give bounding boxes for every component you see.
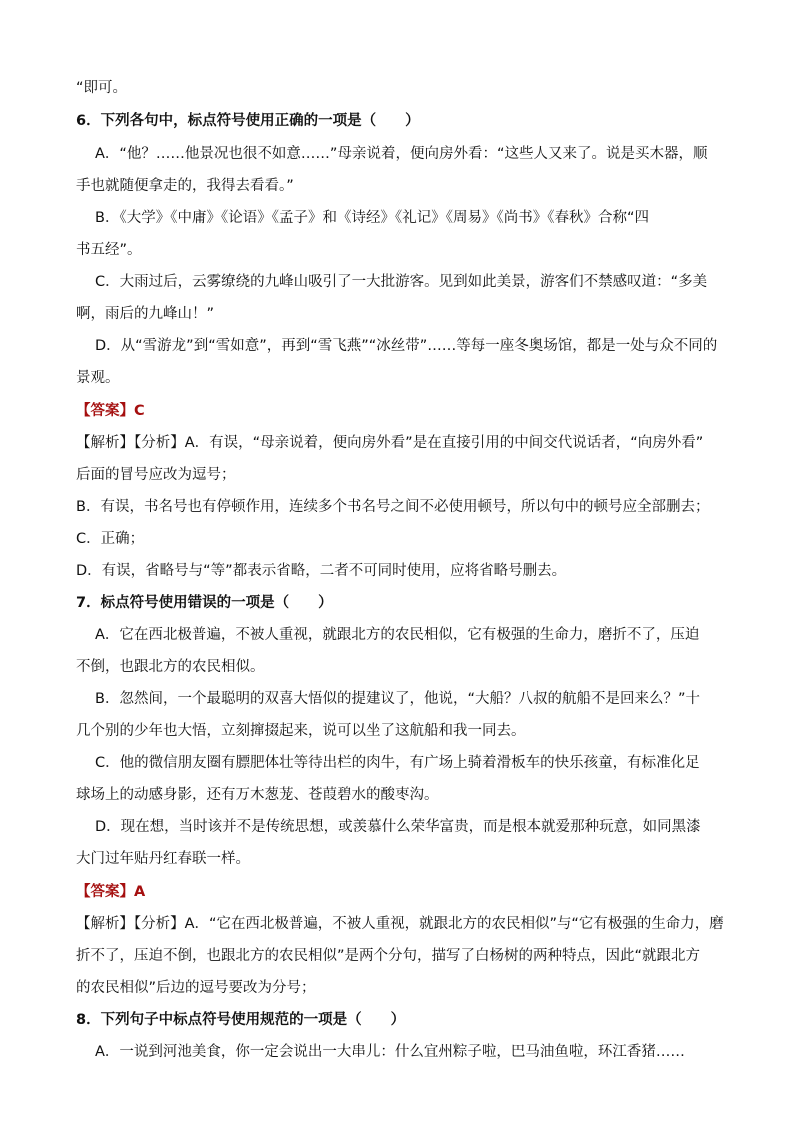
question-7-option-c: C．他的微信朋友圈有膘肥体壮等待出栏的肉牛，有广场上骑着滑板车的快乐孩童，有标准化足 [95,755,700,771]
question-6-option-c: C．大雨过后，云雾缭绕的九峰山吸引了一大批游客。见到如此美景，游客们不禁感叹道：“多美 [95,274,708,290]
question-7-option-b: B．忽然间，一个最聪明的双喜大悟似的提建议了，他说，“大船？八叔的航船不是回来么？”十 [95,691,700,707]
question-6-option-b: B．《大学》《中庸》《论语》《孟子》和《诗经》《礼记》《周易》《尚书》《春秋》合称“四 [95,210,649,226]
question-6-option-d: D．从“雪游龙”到“雪如意”，再到“雪飞燕”“冰丝带”……等每一座冬奥场馆，都是一处与众不同的 [95,338,718,354]
question-7-stem: 7．标点符号使用错误的一项是（ ） [76,595,333,611]
question-6-analysis-cont: 后面的冒号应改为逗号； [76,467,236,483]
question-6-analysis-d: D．有误，省略号与“等”都表示省略，二者不可同时使用，应将省略号删去。 [76,563,567,579]
question-7-option-a: A．它在西北极普遍，不被人重视，就跟北方的农民相似，它有极强的生命力，磨折不了，压迫 [95,627,700,643]
question-8-stem: 8．下列句子中标点符号使用规范的一项是（ ） [76,1012,406,1028]
question-7-option-b-cont: 几个别的少年也大悟，立刻撺掇起来，说可以坐了这航船和我一同去。 [76,723,526,739]
question-6-analysis-b: B．有误，书名号也有停顿作用，连续多个书名号之间不必使用顿号，所以句中的顿号应全部删去； [76,499,710,515]
question-7-answer: 【答案】A [76,884,146,900]
question-6-option-b-cont: 书五经”。 [76,242,142,258]
question-6-option-a-cont: 手也就随便拿走的，我得去看看。” [76,178,294,194]
question-7-analysis: 【解析】【分析】A．“它在西北极普遍，不被人重视，就跟北方的农民相似”与“它有极强的生命力，磨 [76,916,724,932]
question-7-analysis-cont: 折不了，压迫不倒，也跟北方的农民相似”是两个分句，描写了白杨树的两种特点，因此“就跟北方 [76,948,701,964]
question-6-analysis-c: C．正确； [76,531,145,547]
question-7-option-a-cont: 不倒，也跟北方的农民相似。 [76,659,265,675]
question-7-option-d: D．现在想，当时该并不是传统思想，或羡慕什么荣华富贵，而是根本就爱那种玩意，如同黑漆 [95,819,701,835]
question-6-option-a: A．“他？……他景况也很不如意……”母亲说着，便向房外看：“这些人又来了。说是买木器，顺 [95,146,708,162]
question-7-option-d-cont: 大门过年贴丹红春联一样。 [76,851,250,867]
question-7-analysis-cont-2: 的农民相似”后边的逗号要改为分号； [76,980,316,996]
question-8-option-a: A．一说到河池美食，你一定会说出一大串儿：什么宜州粽子啦，巴马油鱼啦，环江香猪…… [95,1044,685,1060]
question-6-stem: 6．下列各句中，标点符号使用正确的一项是（ ） [76,113,420,129]
question-6-option-c-cont: 啊，雨后的九峰山！” [76,306,215,322]
text-line: “即可。 [76,80,128,96]
question-6-analysis: 【解析】【分析】A．有误，“母亲说着，便向房外看”是在直接引用的中间交代说话者，“向房外看” [76,435,704,451]
question-6-option-d-cont: 景观。 [76,370,120,386]
question-7-option-c-cont: 球场上的动感身影，还有万木葱茏、苍葭碧水的酸枣沟。 [76,787,439,803]
question-6-answer: 【答案】C [76,403,145,419]
